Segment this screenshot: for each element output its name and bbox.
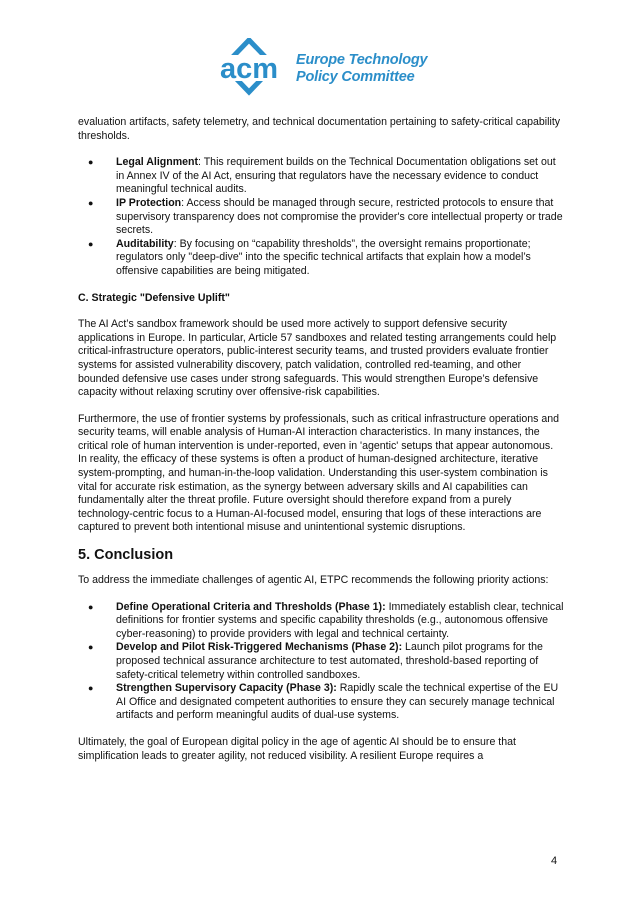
list-item: [116, 641, 564, 682]
item-text: : By focusing on “capability thresholds”, the oversight remains proportionate; regulators only "deep-dive" into the specific technical artifacts that explain how a model’s offensive capabilities are being mitigated.: [116, 237, 531, 277]
section-c-paragraph-2: Furthermore, the use of frontier systems by professionals, such as critical infrastructure operations and security teams, will enable analysis of Human-AI interaction characteristics. In many instances, the critical role of human intervention is under-reported, even in 'agentic' setups that appear autonomous. In reality, the efficacy of these systems is often a product of human-designed architecture, iterative system-prompting, and human-in-the-loop validation. Understanding this user-system combination is vital for accurate risk estimation, as the synergy between adversary skills and AI capabilities can fundamentally alter the threat profile. Future oversight should therefore expand from a purely technology-centric focus to a Human-AI-focused model, ensuring that logs of these interactions are captured to prevent both intentional misuse and unintentional systemic disruptions.: [78, 412, 560, 534]
priority-actions-list: [78, 601, 564, 723]
item-term: Define Operational Criteria and Thresholds (Phase 1):: [116, 600, 386, 613]
acm-diamond-icon: [204, 38, 300, 102]
logo-wordmark: [296, 52, 442, 86]
list-item: [116, 682, 564, 723]
item-term: Auditability: [116, 237, 174, 250]
requirements-list: [78, 156, 564, 278]
item-text: : Access should be managed through secure, restricted protocols to ensure that supervisory transparency does not compromise the provider's core intellectual property or trade secrets.: [116, 196, 563, 237]
item-term: Legal Alignment: [116, 156, 199, 169]
item-text: : This requirement builds on the Technical Documentation obligations set out in Annex IV of the AI Act, ensuring that regulators have the necessary evidence to conduct meaningful technical audits.: [116, 156, 556, 196]
list-item: [116, 238, 564, 279]
conclusion-heading: 5. Conclusion: [78, 547, 174, 564]
conclusion-closing: Ultimately, the goal of European digital policy in the age of agentic AI should be to ensure that simplification leads to greater agility, not reduced visibility. A resilient Europe requires a: [78, 735, 516, 762]
item-term: Strengthen Supervisory Capacity (Phase 3):: [116, 682, 337, 695]
page-number: 4: [551, 855, 558, 867]
section-c-heading: C. Strategic "Defensive Uplift": [78, 291, 230, 304]
item-text: Immediately establish clear, technical definitions for frontier systems and specific capability thresholds (e.g., autonomous offensive cyber-reasoning) to provide providers with legal and technical certainty.: [116, 600, 564, 640]
intro-paragraph: evaluation artifacts, safety telemetry, and technical documentation pertaining to safety-critical capability thresholds.: [78, 116, 561, 142]
logo-line-2: Policy Committee: [296, 69, 415, 85]
document-body: [78, 116, 564, 763]
section-c-paragraph-1: The AI Act’s sandbox framework should be used more actively to support defensive security applications in Europe. In particular, Article 57 sandboxes and related testing arrangements could help critical-infrastructure operators, public-interest security teams, and trusted providers evaluate frontier systems for assisted vulnerability discovery, patch validation, controlled red-teaming, and other bounded defensive use cases under strong safeguards. This would strengthen Europe’s defensive capacity without relaxing scrutiny over offensive-risk capabilities.: [78, 318, 557, 399]
acm-europe-logo: [204, 38, 440, 102]
item-term: IP Protection: [116, 196, 182, 209]
logo-line-1: Europe Technology: [296, 52, 428, 68]
conclusion-intro: To address the immediate challenges of agentic AI, ETPC recommends the following priority actions:: [78, 574, 549, 587]
list-item: [116, 197, 564, 238]
list-item: [116, 601, 564, 642]
svg-text:acm: acm: [219, 53, 279, 85]
item-text: Rapidly scale the technical expertise of the EU AI Office and designated competent authorities to ensure they can securely manage technical artifacts and perform meaningful audits of dual-use systems.: [116, 682, 559, 722]
list-item: [116, 156, 564, 197]
item-term: Develop and Pilot Risk-Triggered Mechanisms (Phase 2):: [116, 641, 403, 654]
item-text: Launch pilot programs for the proposed technical assurance architecture to test automated, threshold-based reporting of safety-critical telemetry within controlled sandboxes.: [116, 641, 543, 681]
